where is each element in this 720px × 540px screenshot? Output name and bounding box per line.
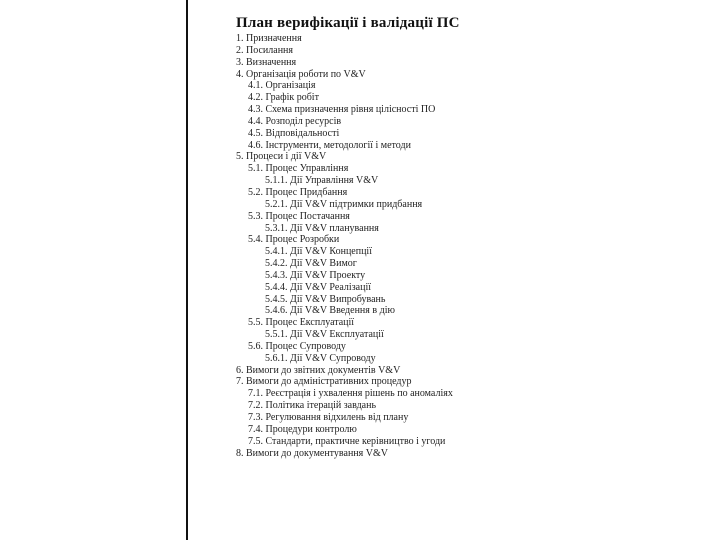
toc-item: 5.6. Процес Супроводу xyxy=(248,340,346,352)
toc-item: 5. Процеси і дії V&V xyxy=(236,151,327,163)
toc-item: 5.5. Процес Експлуатації xyxy=(248,317,355,329)
table-of-contents xyxy=(0,33,453,459)
toc-item: 7.3. Регулювання відхилень від плану xyxy=(248,412,409,423)
toc-item: 5.3.1. Дії V&V планування xyxy=(265,222,379,234)
toc-item: 5.4.1. Дії V&V Концепції xyxy=(265,246,372,258)
toc-item: 7.4. Процедури контролю xyxy=(248,423,357,435)
toc-item: 4.4. Розподіл ресурсів xyxy=(248,115,342,127)
toc-item: 5.6.1. Дії V&V Супроводу xyxy=(265,352,376,364)
toc-item: 6. Вимоги до звітних документів V&V xyxy=(236,364,401,376)
toc-item: 5.5.1. Дії V&V Експлуатації xyxy=(265,329,384,341)
toc-item: 3. Визначення xyxy=(236,56,297,68)
toc-item: 7.1. Реєстрація і ухвалення рішень по аномаліях xyxy=(248,388,453,400)
toc-item: 2. Посилання xyxy=(236,44,293,56)
toc-item: 5.4.4. Дії V&V Реалізації xyxy=(265,281,372,293)
toc-item: 5.4.6. Дії V&V Введення в дію xyxy=(265,305,395,317)
toc-item: 4.3. Схема призначення рівня цілісності ПО xyxy=(248,104,436,116)
document-title: План верифікації і валідації ПС xyxy=(236,15,460,31)
toc-item: 5.1.1. Дії Управління V&V xyxy=(265,175,379,187)
toc-item: 1. Призначення xyxy=(236,33,302,44)
toc-item: 5.4.3. Дії V&V Проекту xyxy=(265,269,366,281)
toc-item: 5.4. Процес Розробки xyxy=(248,234,340,246)
toc-item: 4.1. Організація xyxy=(248,80,316,92)
toc-item: 5.4.2. Дії V&V Вимог xyxy=(265,258,357,270)
toc-item: 7.2. Політика ітерацій завдань xyxy=(248,400,377,412)
toc-item: 4.5. Відповідальності xyxy=(248,127,340,139)
toc-item: 4.2. Графік робіт xyxy=(248,92,319,104)
toc-item: 4.6. Інструменти, методології і методи xyxy=(248,139,411,151)
toc-item: 5.2.1. Дії V&V підтримки придбання xyxy=(265,198,423,210)
toc-item: 4. Організація роботи по V&V xyxy=(236,68,366,80)
toc-item: 7. Вимоги до адміністративних процедур xyxy=(236,376,412,388)
toc-item: 5.2. Процес Придбання xyxy=(248,186,348,198)
toc-item: 5.4.5. Дії V&V Випробувань xyxy=(265,293,386,305)
toc-item: 7.5. Стандарти, практичне керівництво і угоди xyxy=(248,435,446,447)
toc-item: 5.3. Процес Постачання xyxy=(248,210,350,222)
toc-item: 5.1. Процес Управління xyxy=(248,163,349,175)
toc-item: 8. Вимоги до документування V&V xyxy=(236,447,388,459)
